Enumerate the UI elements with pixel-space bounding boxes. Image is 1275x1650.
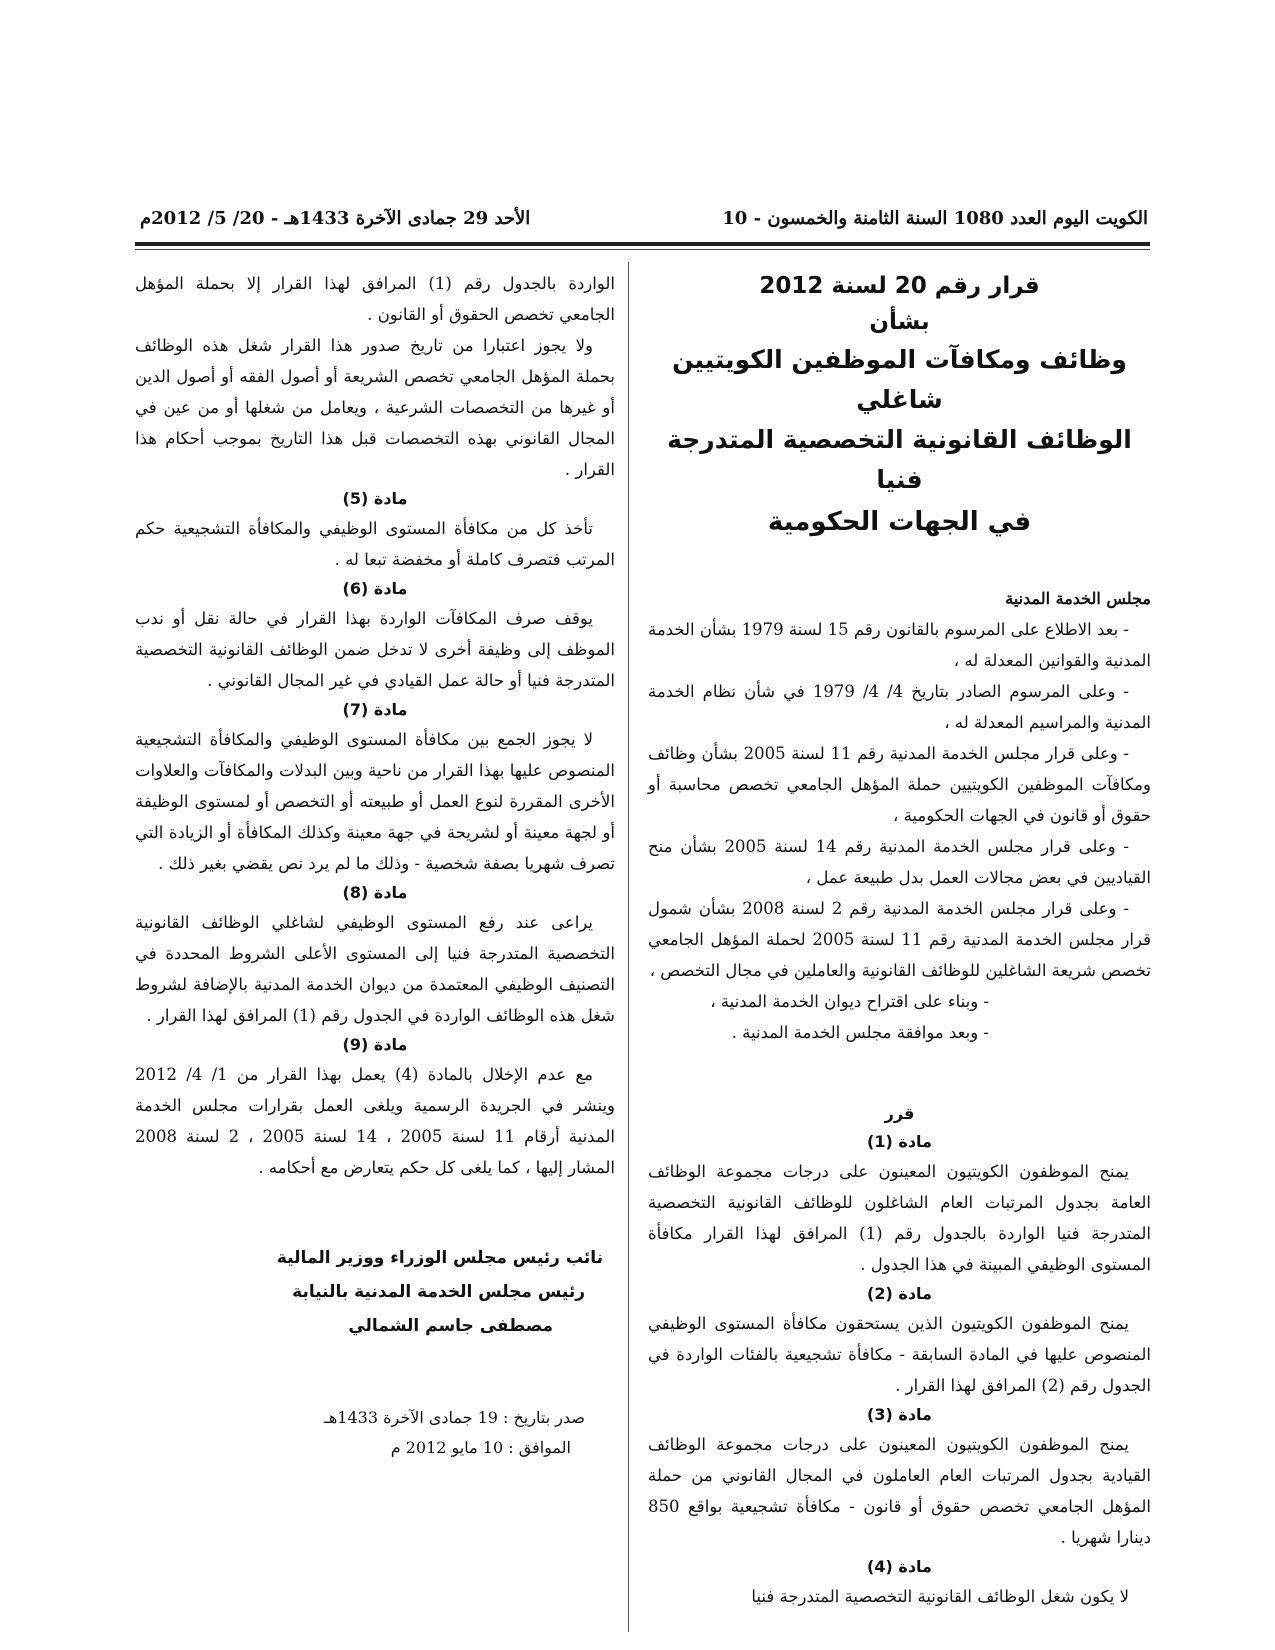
- recital: - وعلى قرار مجلس الخدمة المدنية رقم 2 لسنة 2008 بشأن شمول قرار مجلس الخدمة المدنية رقم 11 لسنة 2005 لحملة المؤهل الجامعي تخصص شريعة الشاغلين للوظائف القانونية والعاملين في مجال التخصص ،: [648, 899, 1151, 980]
- article-5-text: تأخذ كل من مكافأة المستوى الوظيفي والمكافأة التشجيعية حكم المرتب فتصرف كاملة أو مخفضة تبعا له .: [135, 519, 615, 569]
- issue-date-hijri: صدر بتاريخ : 19 جمادى الآخرة 1433هـ: [324, 1408, 585, 1427]
- recital: - وبناء على اقتراح ديوان الخدمة المدنية ،: [710, 992, 989, 1011]
- article-1-title: مادة (1): [867, 1132, 932, 1151]
- article-3-title: مادة (3): [867, 1405, 932, 1424]
- article-4-title: مادة (4): [867, 1557, 932, 1576]
- decision-subject-line-3: في الجهات الحكومية: [767, 507, 1032, 537]
- article-9-title: مادة (9): [342, 1035, 408, 1054]
- article-9-text: مع عدم الإخلال بالمادة (4) يعمل بهذا القرار من 1/ 4/ 2012 وينشر في الجريدة الرسمية ويلغى العمل بقرارات مجلس الخدمة المدنية أرقام 11 لسنة 2005 ، 14 لسنة 2005 ، 2 لسنة 2008 المشار إليها ، كما يلغى كل حكم يتعارض مع أحكامه .: [135, 1065, 615, 1177]
- article-5-title: مادة (5): [342, 489, 408, 508]
- decision-subject-line-1: وظائف ومكافآت الموظفين الكويتيين شاغلي: [672, 345, 1127, 414]
- decision-title: [648, 268, 1151, 544]
- right-column: [648, 268, 1151, 1612]
- decision-subject-line-2: الوظائف القانونية التخصصية المتدرجة فنيا: [667, 425, 1132, 494]
- recital: - وعلى قرار مجلس الخدمة المدنية رقم 14 لسنة 2005 بشأن منح القياديين في بعض مجالات العمل بدل طبيعة عمل ،: [648, 837, 1151, 887]
- article-4-text-start: لا يكون شغل الوظائف القانونية التخصصية المتدرجة فنيا: [751, 1587, 1129, 1606]
- recital: - بعد الاطلاع على المرسوم بالقانون رقم 15 لسنة 1979 بشأن الخدمة المدنية والقوانين المعدلة له ،: [648, 620, 1151, 670]
- issue-date-block: [135, 1403, 615, 1463]
- signature-block: [135, 1241, 615, 1343]
- signatory-name: مصطفى جاسم الشمالي: [348, 1316, 553, 1336]
- article-4-text-continued: الواردة بالجدول رقم (1) المرافق لهذا القرار إلا بحملة المؤهل الجامعي تخصص الحقوق أو القانون .: [135, 274, 615, 324]
- article-7-title: مادة (7): [342, 700, 408, 719]
- decision-regarding: بشأن: [869, 309, 930, 335]
- gazette-date-header: الأحد 29 جمادى الآخرة 1433هـ - 20/ 5/ 2012م: [140, 208, 531, 229]
- decision-number: قرار رقم 20 لسنة 2012: [759, 273, 1040, 299]
- article-8-text: يراعى عند رفع المستوى الوظيفي لشاغلي الوظائف القانونية التخصصية المتدرجة فنيا إلى المستوى الأعلى الشروط المحددة في التصنيف الوظيفي المعتمدة من ديوان الخدمة المدنية بالإضافة لشروط شغل هذه الوظائف الواردة في الجدول رقم (1) المرافق لهذا القرار .: [135, 913, 615, 1025]
- issuer-label: مجلس الخدمة المدنية: [1005, 589, 1151, 608]
- recital: - وبعد موافقة مجلس الخدمة المدنية .: [731, 1023, 989, 1042]
- article-6-title: مادة (6): [342, 579, 408, 598]
- signatory-title-2: رئيس مجلس الخدمة المدنية بالنيابة: [292, 1282, 585, 1302]
- header-rule-thick: [135, 242, 1150, 246]
- left-column: [135, 268, 615, 1463]
- column-divider: [628, 262, 629, 1632]
- gazette-issue-header: الكويت اليوم العدد 1080 السنة الثامنة والخمسون - 10: [722, 208, 1148, 229]
- recital: - وعلى قرار مجلس الخدمة المدنية رقم 11 لسنة 2005 بشأن وظائف ومكافآت الموظفين الكويتيين حملة المؤهل الجامعي تخصص محاسبة أو حقوق أو قانون في الجهات الحكومية ،: [648, 744, 1151, 825]
- decided-heading: قرر: [884, 1104, 915, 1123]
- article-3-text: يمنح الموظفون الكويتيون المعينون على درجات مجموعة الوظائف القيادية بجدول المرتبات العام العاملون في المجال القانوني من حملة المؤهل الجامعي تخصص حقوق أو قانون - مكافأة تشجيعية بواقع 850 دينارا شهريا .: [648, 1435, 1151, 1547]
- article-2-title: مادة (2): [867, 1284, 932, 1303]
- signatory-title-1: نائب رئيس مجلس الوزراء ووزير المالية: [276, 1248, 603, 1268]
- article-1-text: يمنح الموظفون الكويتيون المعينون على درجات مجموعة الوظائف العامة بجدول المرتبات العام الشاغلون للوظائف القانونية التخصصية المتدرجة فنيا الواردة بالجدول رقم (1) المرافق لهذا القرار مكافأة المستوى الوظيفي المبينة في هذا الجدول .: [648, 1162, 1151, 1274]
- article-4-text-second-paragraph: ولا يجوز اعتبارا من تاريخ صدور هذا القرار شغل هذه الوظائف بحملة المؤهل الجامعي تخصص الشريعة أو أصول الفقه أو أصول الدين أو غيرها من التخصصات الشرعية ، ويعامل من شغلها أو من عين في المجال القانوني بهذه التخصصات قبل هذا التاريخ بموجب أحكام هذا القرار .: [135, 336, 615, 479]
- recital: - وعلى المرسوم الصادر بتاريخ 4/ 4/ 1979 في شأن نظام الخدمة المدنية والمراسيم المعدلة له ،: [648, 682, 1151, 732]
- article-2-text: يمنح الموظفون الكويتيون الذين يستحقون مكافأة المستوى الوظيفي المنصوص عليها في المادة السابقة - مكافأة تشجيعية بالفئات الواردة في الجدول رقم (2) المرافق لهذا القرار .: [648, 1314, 1151, 1395]
- recitals: [648, 614, 1151, 1048]
- issue-date-gregorian: الموافق : 10 مايو 2012 م: [390, 1438, 571, 1457]
- article-8-title: مادة (8): [342, 883, 408, 902]
- article-7-text: لا يجوز الجمع بين مكافأة المستوى الوظيفي والمكافأة التشجيعية المنصوص عليها بهذا القرار من ناحية وبين البدلات والمكافآت والعلاوات الأخرى المقررة لنوع العمل أو طبيعته أو التخصص أو لمستوى الوظيفة أو لجهة معينة أو لشريحة في جهة معينة وكذلك المكافأة أو الزيادة التي تصرف شهريا بصفة شخصية - وذلك ما لم يرد نص يقضي بغير ذلك .: [135, 730, 615, 873]
- header-rule-thin: [135, 249, 1150, 250]
- article-6-text: يوقف صرف المكافآت الواردة بهذا القرار في حالة نقل أو ندب الموظف إلى وظيفة أخرى لا تدخل ضمن الوظائف القانونية التخصصية المتدرجة فنيا أو حالة عمل القيادي في غير المجال القانوني .: [135, 609, 615, 690]
